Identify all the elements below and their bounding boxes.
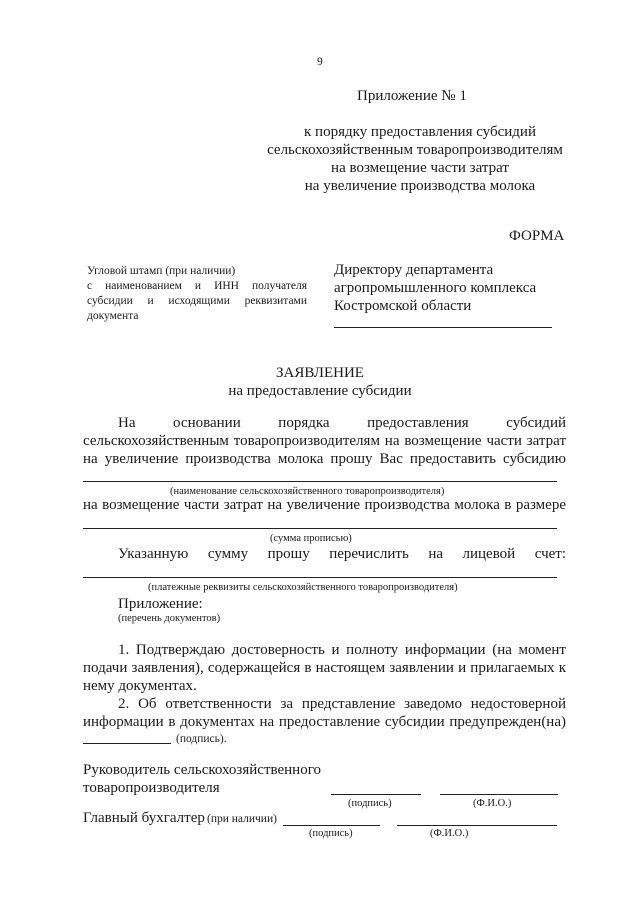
name-hint: (наименование сельскохозяйственного товаропроизводителя) — [170, 486, 445, 497]
amount-line: на возмещение части затрат на увеличение производства молока в размере — [83, 497, 566, 513]
stamp-line: документа — [87, 310, 139, 322]
accountant-note: (при наличии) — [207, 813, 277, 825]
signature-hint: (подпись). — [176, 733, 227, 745]
item1-line: 1. Подтверждаю достоверность и полноту информации (на момент — [118, 642, 566, 658]
para1-line: На основании порядка предоставления субсидий — [118, 415, 566, 431]
head-title-line: Руководитель сельскохозяйственного — [83, 762, 321, 778]
para1-line: на увеличение производства молока прошу Вас предоставить субсидию — [83, 451, 566, 467]
document-subtitle: на предоставление субсидии — [228, 383, 412, 399]
head-signature-line — [331, 794, 421, 795]
documents-hint: (перечень документов) — [118, 613, 221, 624]
accountant-signature-line — [283, 825, 380, 826]
para1-line: сельскохозяйственным товаропроизводителям на возмещение части затрат — [83, 433, 566, 449]
addressee-line: Директору департамента — [334, 262, 494, 278]
attachment-label: Приложение: — [118, 596, 203, 612]
head-sign-hint: (подпись) — [348, 798, 392, 809]
amount-blank-line — [83, 528, 557, 529]
appendix-line: на увеличение производства молока — [304, 178, 536, 194]
accountant-sign-hint: (подпись) — [309, 828, 353, 839]
appendix-line: к порядку предоставления субсидий — [304, 124, 536, 140]
accountant-name-line — [397, 825, 557, 826]
addressee-blank-line — [334, 327, 552, 328]
requisites-blank-line — [83, 577, 557, 578]
stamp-line: субсидии и исходящими реквизитами — [87, 295, 307, 307]
name-blank-line — [83, 481, 557, 482]
page-number: 9 — [317, 56, 323, 68]
stamp-line: с наименованием и ИНН получателя — [87, 280, 307, 292]
head-title-line: товаропроизводителя — [83, 780, 220, 796]
form-label: ФОРМА — [509, 228, 565, 244]
head-name-hint: (Ф.И.О.) — [473, 798, 512, 809]
requisites-hint: (платежные реквизиты сельскохозяйственного товаропроизводителя) — [148, 582, 458, 593]
accountant-title: Главный бухгалтер — [83, 810, 205, 826]
addressee-line: Костромской области — [334, 298, 472, 314]
signature-blank-line — [83, 743, 171, 744]
item1-line: нему документах. — [83, 678, 197, 694]
appendix-title: Приложение № 1 — [357, 88, 467, 104]
addressee-line: агропромышленного комплекса — [334, 280, 537, 296]
appendix-line: на возмещение части затрат — [331, 160, 509, 176]
appendix-line: сельскохозяйственным товаропроизводителям — [267, 142, 563, 158]
transfer-line: Указанную сумму прошу перечислить на лицевой счет: — [118, 546, 566, 562]
head-name-line — [440, 794, 558, 795]
stamp-line: Угловой штамп (при наличии) — [87, 265, 236, 277]
accountant-name-hint: (Ф.И.О.) — [430, 828, 469, 839]
item2-line: 2. Об ответственности за представление заведомо недостоверной — [118, 696, 566, 712]
document-title: ЗАЯВЛЕНИЕ — [276, 365, 364, 381]
item1-line: подачи заявления), содержащейся в настоящем заявлении и прилагаемых к — [83, 660, 566, 676]
amount-hint: (сумма прописью) — [270, 533, 352, 544]
item2-line: информации в документах на предоставление субсидии предупрежден(на) — [83, 714, 566, 730]
